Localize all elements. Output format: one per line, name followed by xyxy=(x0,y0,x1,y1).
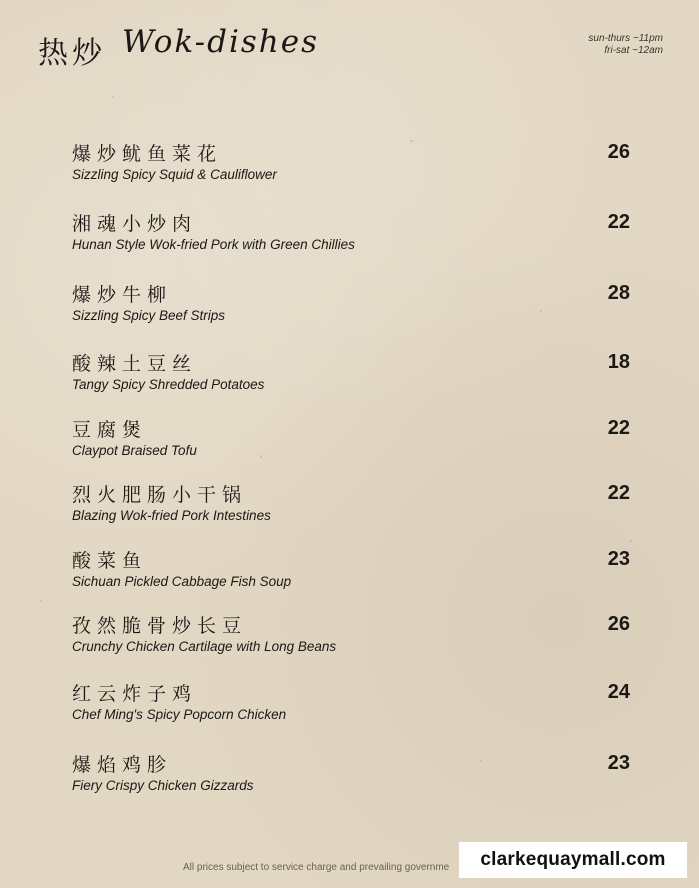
menu-item xyxy=(70,679,630,739)
hours-weekend: fri-sat ~12am xyxy=(604,45,663,56)
menu-item xyxy=(70,546,630,606)
footer-disclaimer: All prices subject to service charge and prevailing governme xyxy=(183,862,450,873)
menu-item xyxy=(70,611,630,671)
dish-price: 23 xyxy=(607,548,630,570)
dish-name-english: Sizzling Spicy Beef Strips xyxy=(72,308,226,323)
menu-item xyxy=(70,280,630,340)
dish-price: 22 xyxy=(607,211,630,233)
section-title-chinese: 热炒 xyxy=(38,36,106,71)
dish-name-english: Fiery Crispy Chicken Gizzards xyxy=(72,778,254,793)
dish-name-english: Sichuan Pickled Cabbage Fish Soup xyxy=(72,574,292,589)
hours-weekday: sun-thurs ~11pm xyxy=(588,33,663,44)
dish-price: 26 xyxy=(607,613,630,635)
menu-item xyxy=(70,349,630,409)
dish-name-chinese: 红云炸子鸡 xyxy=(72,683,198,705)
dish-price: 22 xyxy=(607,482,630,504)
website-watermark: clarkequaymall.com xyxy=(459,842,687,878)
dish-name-chinese: 孜然脆骨炒长豆 xyxy=(72,615,248,637)
dish-name-english: Crunchy Chicken Cartilage with Long Beans xyxy=(72,639,337,654)
dish-price: 23 xyxy=(607,752,630,774)
dish-name-chinese: 酸菜鱼 xyxy=(72,550,148,572)
dish-price: 26 xyxy=(607,141,630,163)
dish-price: 22 xyxy=(607,417,630,439)
menu-item xyxy=(70,209,630,269)
paper-speck xyxy=(112,96,114,98)
dish-price: 18 xyxy=(607,351,630,373)
dish-name-english: Blazing Wok-fried Pork Intestines xyxy=(72,508,271,523)
menu-item xyxy=(70,415,630,475)
dish-name-english: Hunan Style Wok-fried Pork with Green Chillies xyxy=(72,237,355,252)
dish-name-english: Sizzling Spicy Squid & Cauliflower xyxy=(72,167,277,182)
paper-speck xyxy=(40,600,42,602)
dish-name-english: Chef Ming's Spicy Popcorn Chicken xyxy=(72,707,287,722)
dish-name-chinese: 爆焰鸡胗 xyxy=(72,754,173,776)
section-title-english: Wok-dishes xyxy=(122,24,320,60)
dish-price: 24 xyxy=(607,681,630,703)
opening-hours xyxy=(588,33,663,57)
menu-item xyxy=(70,480,630,540)
dish-name-chinese: 豆腐煲 xyxy=(72,419,148,441)
menu-item xyxy=(70,139,630,199)
menu-item xyxy=(70,750,630,810)
dish-name-english: Claypot Braised Tofu xyxy=(72,443,197,458)
dish-name-chinese: 爆炒鱿鱼菜花 xyxy=(72,143,223,165)
dish-price: 28 xyxy=(607,282,630,304)
dish-name-chinese: 酸辣土豆丝 xyxy=(72,353,198,375)
dish-name-chinese: 烈火肥肠小干锅 xyxy=(72,484,248,506)
dish-name-chinese: 爆炒牛柳 xyxy=(72,284,173,306)
paper-speck xyxy=(630,540,632,542)
dish-name-chinese: 湘魂小炒肉 xyxy=(72,213,198,235)
dish-name-english: Tangy Spicy Shredded Potatoes xyxy=(72,377,265,392)
